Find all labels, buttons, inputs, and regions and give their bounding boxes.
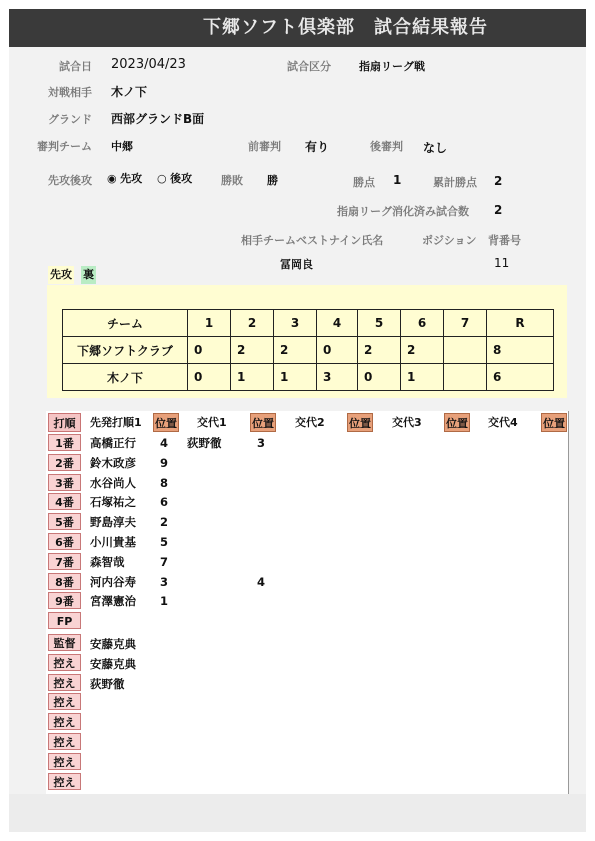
staff-role-cell: 控え: [48, 674, 81, 691]
score-cell[interactable]: 0: [358, 364, 401, 391]
batting-order-cell: 8番: [48, 573, 81, 590]
footer-bar: [9, 794, 586, 832]
score-cell[interactable]: [444, 337, 487, 364]
umpire-team-field[interactable]: 中郷: [111, 140, 133, 153]
batting-order-cell: 9番: [48, 592, 81, 609]
inning-header: 7: [444, 310, 487, 337]
points-label: 勝点: [353, 176, 375, 189]
batting-order-cell: 6番: [48, 533, 81, 550]
staff-role-cell: 監督: [48, 634, 81, 651]
pre-umpire-field[interactable]: 有り: [305, 140, 330, 154]
starter-name[interactable]: 野島淳夫: [90, 515, 136, 530]
batting-order-cell: 5番: [48, 513, 81, 530]
sub3-header: 交代3: [392, 416, 422, 429]
category-label: 試合区分: [287, 60, 331, 73]
number-label: 背番号: [488, 234, 521, 247]
games-played-field[interactable]: 2: [494, 203, 503, 217]
radio-first[interactable]: [107, 170, 142, 186]
starter-position[interactable]: 7: [160, 554, 169, 569]
ground-field[interactable]: 西部グランドB面: [111, 112, 205, 126]
starter-name[interactable]: 高橋正行: [90, 436, 136, 450]
best-nine-field[interactable]: 冨岡良: [280, 258, 313, 271]
runs-cell[interactable]: 6: [487, 364, 554, 391]
points-field[interactable]: 1: [393, 173, 402, 187]
batting-order-cell: 1番: [48, 434, 81, 451]
result-field[interactable]: 勝: [267, 174, 278, 187]
starter-position[interactable]: 2: [160, 515, 169, 530]
staff-name[interactable]: 安藤克典: [90, 637, 136, 651]
staff-role-cell: 控え: [48, 733, 81, 750]
umpire-team-label: 審判チーム: [37, 140, 92, 153]
page-title: 下郷ソフト倶楽部 試合結果報告: [203, 17, 488, 38]
starter-name[interactable]: 宮澤憲治: [90, 594, 136, 609]
starter-name[interactable]: 森智哉: [90, 554, 125, 569]
category-field[interactable]: 指扇リーグ戦: [359, 60, 425, 73]
inning-header: 6: [401, 310, 444, 337]
tab-first[interactable]: 先攻: [48, 266, 74, 284]
score-cell[interactable]: 2: [358, 337, 401, 364]
best-nine-label: 相手チームベストナイン氏名: [241, 234, 384, 247]
score-cell[interactable]: 1: [401, 364, 444, 391]
staff-role-cell: 控え: [48, 713, 81, 730]
post-umpire-label: 後審判: [370, 140, 403, 153]
starter-position[interactable]: 9: [160, 455, 169, 470]
runs-header: R: [487, 310, 554, 337]
starter-position[interactable]: 4: [160, 436, 169, 450]
result-label: 勝敗: [221, 174, 243, 187]
opponent-label: 対戦相手: [48, 86, 92, 99]
sub2-header: 交代2: [295, 416, 325, 429]
starter-name[interactable]: 河内谷寿: [90, 574, 136, 589]
title-bar: [9, 9, 586, 47]
total-points-label: 累計勝点: [433, 176, 477, 189]
batting-order-cell: 3番: [48, 474, 81, 491]
pre-umpire-label: 前審判: [248, 140, 281, 153]
scoreboard-row: [63, 337, 554, 364]
team-name: 下郷ソフトクラブ: [63, 337, 188, 364]
batting-order-cell: 4番: [48, 493, 81, 510]
starter-position[interactable]: 6: [160, 495, 169, 510]
score-cell[interactable]: 3: [317, 364, 358, 391]
score-cell[interactable]: 0: [188, 337, 231, 364]
starter-position[interactable]: 3: [160, 574, 169, 589]
starter-position[interactable]: 5: [160, 535, 169, 549]
starter-name[interactable]: 石塚祐之: [90, 495, 136, 510]
pos-header: 位置: [153, 413, 179, 432]
staff-name[interactable]: 安藤克典: [90, 656, 136, 671]
radio-checked-icon: ◉: [107, 172, 117, 185]
starter-name[interactable]: 水谷尚人: [90, 475, 136, 490]
total-points-field[interactable]: 2: [494, 174, 503, 188]
sub1-position[interactable]: 4: [257, 574, 266, 589]
pos-header: 位置: [541, 413, 567, 432]
team-header: チーム: [63, 310, 188, 337]
staff-role-cell: 控え: [48, 753, 81, 770]
score-cell[interactable]: 0: [317, 337, 358, 364]
date-label: 試合日: [59, 60, 92, 73]
batting-order-cell: 2番: [48, 454, 81, 471]
radio-first-label: 先攻: [120, 172, 143, 185]
score-cell[interactable]: 2: [274, 337, 317, 364]
staff-name[interactable]: 荻野徹: [90, 676, 125, 691]
ground-label: グランド: [48, 113, 92, 126]
sub4-header: 交代4: [488, 416, 518, 429]
games-played-label: 指扇リーグ消化済み試合数: [337, 205, 469, 218]
scoreboard-table: [62, 309, 554, 391]
radio-second[interactable]: [157, 170, 192, 186]
pos-header: 位置: [444, 413, 470, 432]
date-field[interactable]: 2023/04/23: [111, 57, 186, 72]
radio-unchecked-icon: ○: [157, 172, 167, 185]
starter-position[interactable]: 8: [160, 475, 169, 490]
opponent-field[interactable]: 木ノ下: [111, 85, 148, 99]
score-cell[interactable]: 2: [401, 337, 444, 364]
score-cell[interactable]: 1: [274, 364, 317, 391]
inning-header: 3: [274, 310, 317, 337]
position-label: ポジション: [422, 234, 477, 247]
score-cell[interactable]: 0: [188, 364, 231, 391]
radio-second-label: 後攻: [170, 172, 193, 185]
inning-header: 2: [231, 310, 274, 337]
starter-name[interactable]: 小川貴基: [90, 535, 136, 549]
sub1-position[interactable]: 3: [257, 436, 266, 450]
sub1-header: 交代1: [197, 416, 227, 429]
order-header: 打順: [48, 413, 81, 432]
score-cell[interactable]: [444, 364, 487, 391]
scoreboard-row: [63, 364, 554, 391]
staff-role-cell: 控え: [48, 773, 81, 790]
score-cell[interactable]: 1: [231, 364, 274, 391]
inning-header: 1: [188, 310, 231, 337]
batting-order-cell: 7番: [48, 553, 81, 570]
pos-header: 位置: [347, 413, 373, 432]
team-name: 木ノ下: [63, 364, 188, 391]
starter-name[interactable]: 鈴木政彦: [90, 455, 136, 470]
score-cell[interactable]: 2: [231, 337, 274, 364]
pos-header: 位置: [250, 413, 276, 432]
inning-header: 4: [317, 310, 358, 337]
sub1-name[interactable]: 荻野徹: [187, 436, 222, 450]
starter-header: 先発打順1: [90, 416, 142, 429]
inning-header: 5: [358, 310, 401, 337]
scoreboard-header-row: [63, 310, 554, 337]
starter-position[interactable]: 1: [160, 594, 169, 609]
number-field[interactable]: 11: [494, 256, 510, 270]
staff-role-cell: 控え: [48, 693, 81, 710]
staff-role-cell: 控え: [48, 654, 81, 671]
batting-order-label: 先攻後攻: [48, 174, 92, 187]
tab-second[interactable]: 裏: [81, 266, 96, 284]
post-umpire-field[interactable]: なし: [423, 141, 448, 155]
runs-cell[interactable]: 8: [487, 337, 554, 364]
batting-order-cell: FP: [48, 612, 81, 629]
